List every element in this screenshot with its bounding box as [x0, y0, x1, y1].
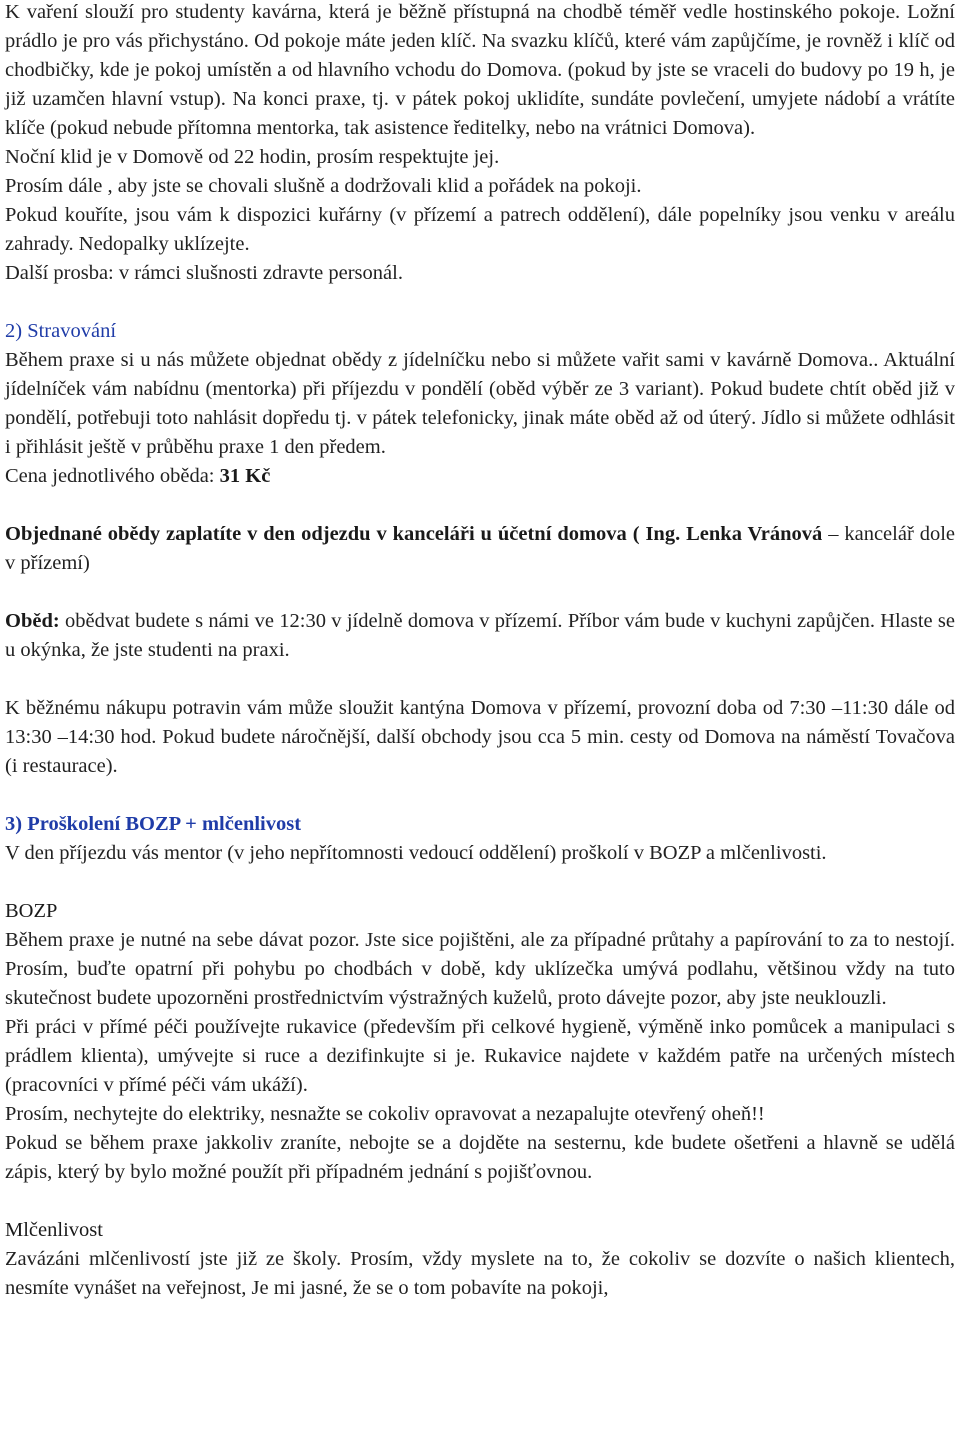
- spacer: [5, 491, 955, 520]
- heading-training: [5, 810, 955, 839]
- paragraph-meal-payment: [5, 520, 955, 578]
- section-confidentiality: [5, 1216, 955, 1303]
- spacer: [5, 665, 955, 694]
- section-accommodation: [5, 0, 955, 288]
- document-page: [5, 0, 955, 1303]
- section-training: [5, 810, 955, 868]
- spacer: [5, 578, 955, 607]
- spacer: [5, 868, 955, 897]
- spacer: [5, 781, 955, 810]
- heading-confidentiality: Mlčenlivost: [5, 1219, 103, 1241]
- payment-bold-text: Objednané obědy zaplatíte v den odjezdu v kanceláři u účetní domova ( Ing. Lenka Vránová: [5, 523, 823, 545]
- paragraph-confidentiality: Zavázáni mlčenlivostí jste již ze školy. Prosím, vždy myslete na to, že cokoliv se dozvíte o našich klientech, nesmíte vynášet na veřejnost, Je mi jasné, že se o tom pobavíte na pokoji,: [5, 1248, 955, 1299]
- paragraph-behaviour: Prosím dále , aby jste se chovali slušně a dodržovali klid a pořádek na pokoji.: [5, 175, 642, 197]
- heading-meals: 2) Stravování: [5, 320, 117, 342]
- heading-training-title: BOZP + mlčenlivost: [125, 813, 302, 835]
- payment-rest-text: – kancelář dole v přízemí): [5, 523, 955, 574]
- lunch-text: obědvat budete s námi ve 12:30 v jídelně domova v přízemí. Příbor vám bude v kuchyni zapůjčen. Hlaste se u okýnka, že jste studenti na praxi.: [5, 610, 955, 661]
- paragraph-bozp-electric: Prosím, nechytejte do elektriky, nesnažte se cokoliv opravovat a nezapalujte otevřený oheň!!: [5, 1103, 765, 1125]
- price-label: Cena jednotlivého oběda:: [5, 465, 220, 487]
- paragraph-smoking: Pokud kouříte, jsou vám k dispozici kuřárny (v přízemí a patrech oddělení), dále popelníky jsou venku v areálu zahrady. Nedopalky uklízejte.: [5, 204, 955, 255]
- heading-bozp: BOZP: [5, 900, 58, 922]
- section-meals: [5, 317, 955, 781]
- spacer: [5, 288, 955, 317]
- paragraph-training: V den příjezdu vás mentor (v jeho nepřítomnosti vedoucí oddělení) proškolí v BOZP a mlčenlivosti.: [5, 842, 827, 864]
- paragraph-bozp-care: Během praxe je nutné na sebe dávat pozor. Jste sice pojištěni, ale za případné průtahy a papírování to za to nestojí. Prosím, buďte opatrní při pohybu po chodbách v době, kdy uklízečka umývá podlahu, většinou vždy na tuto skutečnost budete upozorněni prostřednictvím výstražných kuželů, proto dávejte pozor, aby jste neuklouzli.: [5, 929, 955, 1009]
- paragraph-greeting: Další prosba: v rámci slušnosti zdravte personál.: [5, 262, 403, 284]
- price-value: 31 Kč: [219, 465, 271, 487]
- heading-training-number: 3) Proškolení: [5, 813, 126, 835]
- spacer: [5, 1187, 955, 1216]
- paragraph-meal-price: [5, 462, 955, 491]
- paragraph-meal-ordering: Během praxe si u nás můžete objednat obědy z jídelníčku nebo si můžete vařit sami v kavárně Domova.. Aktuální jídelníček vám nabídnu (mentorka) při příjezdu v pondělí (oběd výběr ze 3 variant). Pokud budete chtít oběd již v pondělí, potřebuji toto nahlásit dopředu tj. v pátek telefonicky, jinak máte oběd až od úterý. Jídlo si můžete odhlásit i přihlásit ještě v průběhu praxe 1 den předem.: [5, 349, 955, 458]
- paragraph-night-quiet: Noční klid je v Domově od 22 hodin, prosím respektujte jej.: [5, 146, 500, 168]
- paragraph-canteen: K běžnému nákupu potravin vám může sloužit kantýna Domova v přízemí, provozní doba od 7:30 –11:30 dále od 13:30 –14:30 hod. Pokud budete náročnější, další obchody jsou cca 5 min. cesty od Domova na náměstí Tovačova (i restaurace).: [5, 697, 955, 777]
- paragraph-bozp-injury: Pokud se během praxe jakkoliv zraníte, nebojte se a dojděte na sesternu, kde budete ošetřeni a hlavně se udělá zápis, který by bylo možné použít při případném jednání s pojišťovnou.: [5, 1132, 955, 1183]
- paragraph-bozp-gloves: Při práci v přímé péči používejte rukavice (především při celkové hygieně, výměně inko pomůcek a manipulaci s prádlem klienta), umývejte si ruce a dezifinkujte si je. Rukavice najdete v každém patře na určených místech (pracovníci v přímé péči vám ukáží).: [5, 1016, 955, 1096]
- paragraph-kitchen-and-keys: K vaření slouží pro studenty kavárna, která je běžně přístupná na chodbě téměř vedle hostinského pokoje. Ložní prádlo je pro vás přichystáno. Od pokoje máte jeden klíč. Na svazku klíčů, které vám zapůjčíme, je rovněž i klíč od chodbičky, kde je pokoj umístěn a od hlavního vchodu do Domova. (pokud by jste se vraceli do budovy po 19 h, je již uzamčen hlavní vstup). Na konci praxe, tj. v pátek pokoj uklidíte, sundáte povlečení, umyjete nádobí a vrátíte klíče (pokud nebude přítomna mentorka, tak asistence ředitelky, nebo na vrátnici Domova).: [5, 1, 955, 139]
- paragraph-lunch: [5, 607, 955, 665]
- section-bozp: [5, 897, 955, 1187]
- lunch-label: Oběd:: [5, 610, 60, 632]
